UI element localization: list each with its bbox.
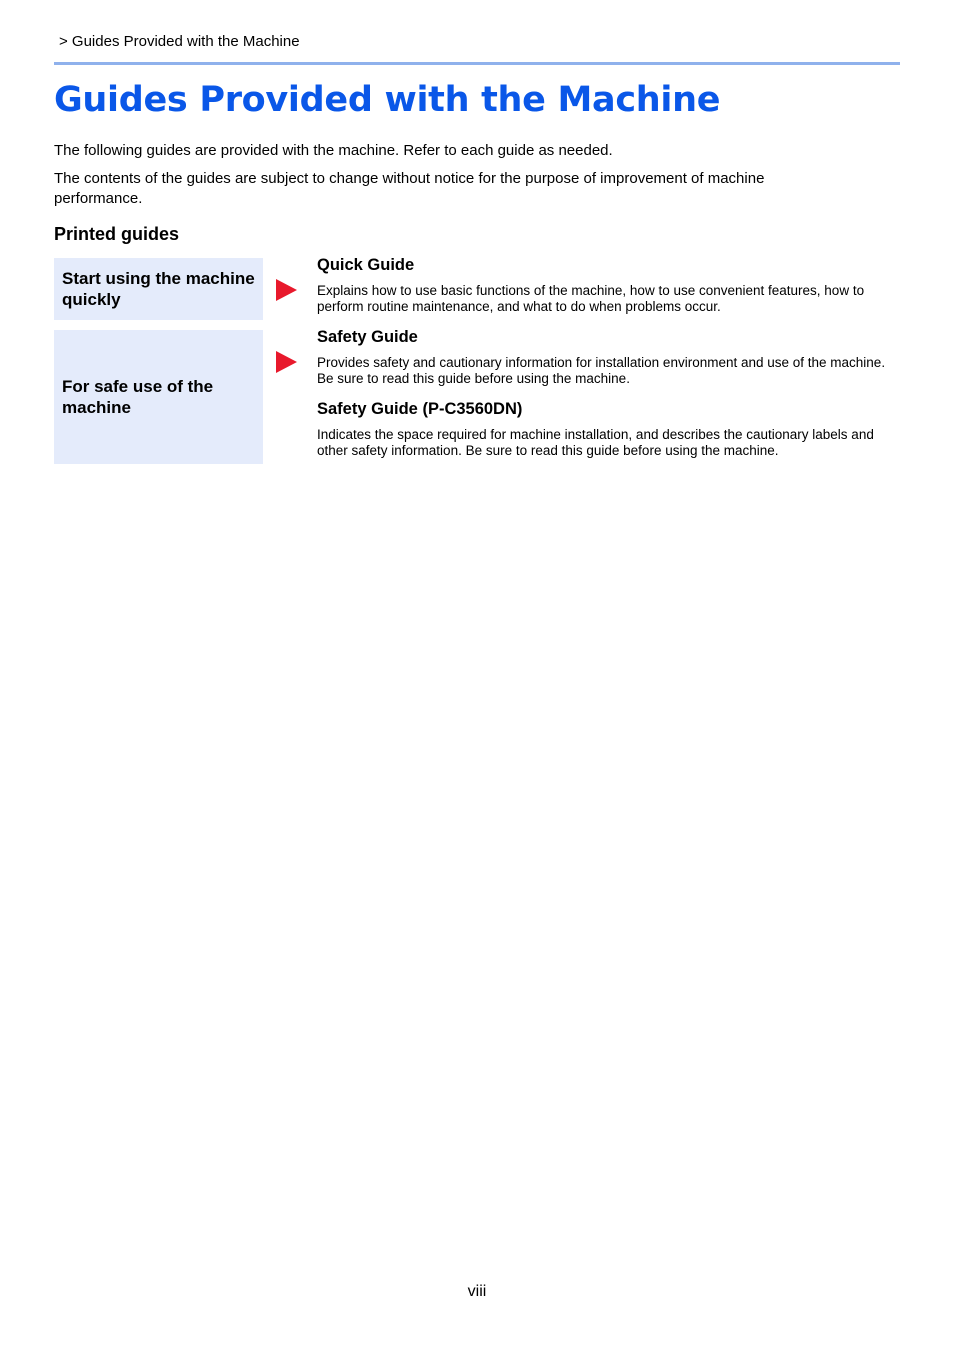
guide-description: Indicates the space required for machine installation, and describes the cautionary labels and other safety information. Be sure to read this guide before using the machine. [317,427,874,458]
guide-description: Provides safety and cautionary information for installation environment and use of the machine. Be sure to read this guide before using the machine. [317,355,886,386]
intro-paragraph: The contents of the guides are subject to change without notice for the purpose of improvement of machine performance. [54,170,765,207]
category-label: For safe use of the machine [62,377,214,417]
section-heading: Printed guides [54,224,180,244]
category-box-safety [54,330,263,464]
page-title: Guides Provided with the Machine [54,80,721,120]
guide-title-quick-guide: Quick Guide [317,256,415,274]
arrow-icon [276,279,297,301]
header-rule [54,62,900,65]
breadcrumb[interactable]: > Guides Provided with the Machine [59,33,300,50]
guide-description: Explains how to use basic functions of the machine, how to use convenient features, how to perform routine maintenance, and what to do when problems occur. [317,283,865,314]
category-box-quick-start [54,258,263,320]
intro-paragraph: The following guides are provided with the machine. Refer to each guide as needed. [54,142,613,159]
guide-title-safety-guide-model: Safety Guide (P-C3560DN) [317,400,523,418]
page-number: viii [467,1283,487,1300]
category-label: Start using the machine quickly [62,269,255,309]
guide-title-safety-guide: Safety Guide [317,328,418,346]
arrow-icon [276,351,297,373]
